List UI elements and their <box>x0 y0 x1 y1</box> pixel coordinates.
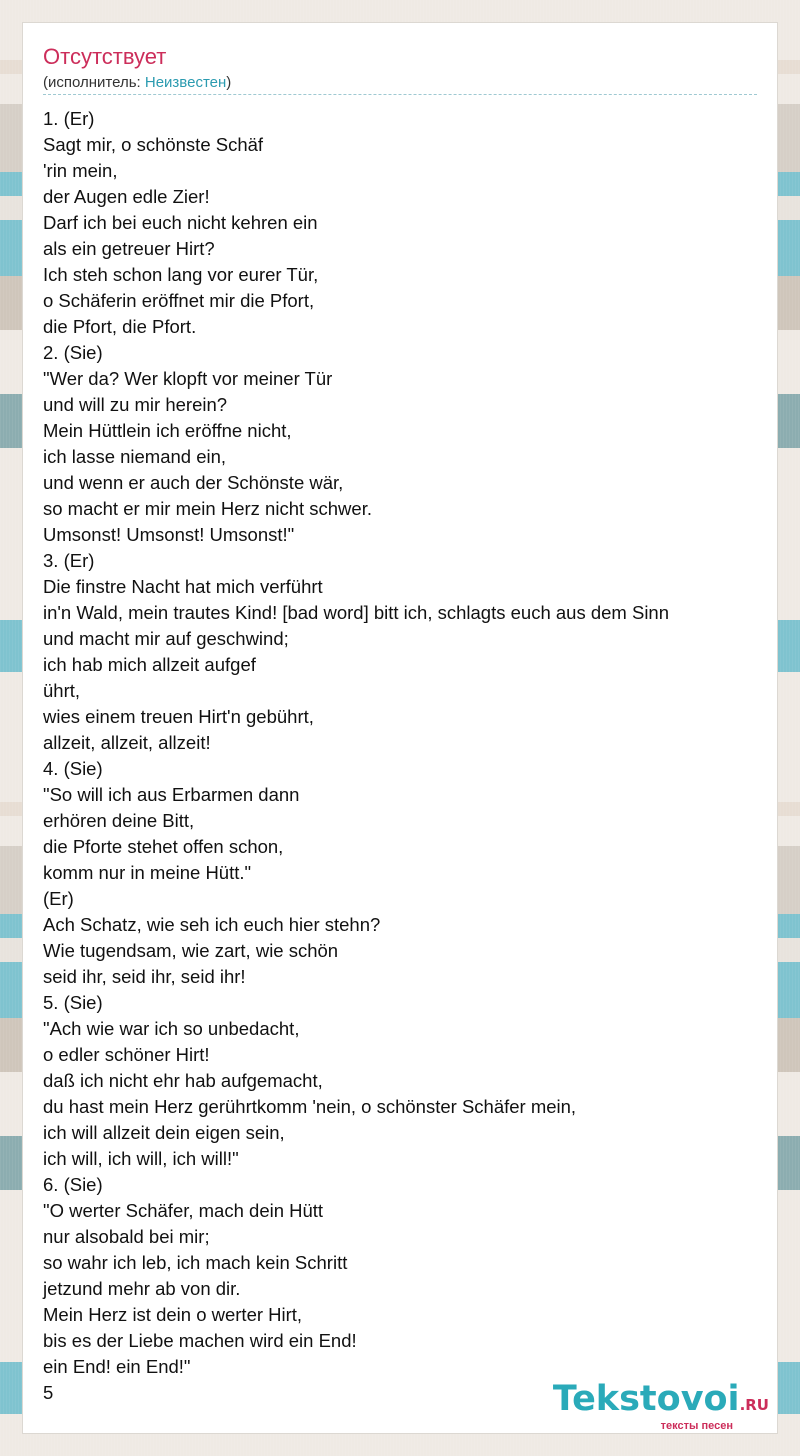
lyric-line: 3. (Er) <box>43 550 95 571</box>
divider <box>43 94 757 95</box>
lyric-line: die Pforte stehet offen schon, <box>43 836 284 857</box>
logo-tld: .RU <box>739 1396 769 1414</box>
song-title: Отсутствует <box>43 44 167 69</box>
lyric-line: "O werter Schäfer, mach dein Hütt <box>43 1200 324 1221</box>
lyric-line: 1. (Er) <box>43 108 95 129</box>
performer-suffix: ) <box>226 74 232 91</box>
logo-wordmark <box>553 1381 769 1423</box>
lyric-line: ich will allzeit dein eigen sein, <box>43 1122 285 1143</box>
lyric-line: wies einem treuen Hirt'n gebührt, <box>43 706 314 727</box>
site-logo[interactable] <box>553 1381 769 1433</box>
lyric-line: "Ach wie war ich so unbedacht, <box>43 1018 300 1039</box>
lyric-line: als ein getreuer Hirt? <box>43 238 215 259</box>
lyric-line: die Pfort, die Pfort. <box>43 316 197 337</box>
lyric-line: Wie tugendsam, wie zart, wie schön <box>43 940 339 961</box>
lyric-line: ührt, <box>43 680 81 701</box>
lyric-line: 5 <box>43 1382 54 1403</box>
lyric-line: der Augen edle Zier! <box>43 186 210 207</box>
performer-link[interactable]: Неизвестен <box>144 74 227 91</box>
logo-tagline: тексты песен <box>660 1420 733 1432</box>
performer-line <box>43 73 231 93</box>
logo-name: Tekstovoi <box>552 1379 740 1419</box>
lyric-line: "Wer da? Wer klopft vor meiner Tür <box>43 368 333 389</box>
lyric-line: 'rin mein, <box>43 160 118 181</box>
lyric-line: komm nur in meine Hütt." <box>43 862 252 883</box>
lyric-line: Die finstre Nacht hat mich verführt <box>43 576 323 597</box>
lyric-line: "So will ich aus Erbarmen dann <box>43 784 300 805</box>
lyric-line: jetzund mehr ab von dir. <box>43 1278 241 1299</box>
lyrics-text <box>43 106 763 1406</box>
lyric-line: seid ihr, seid ihr, seid ihr! <box>43 966 246 987</box>
lyric-line: nur alsobald bei mir; <box>43 1226 210 1247</box>
lyric-line: erhören deine Bitt, <box>43 810 195 831</box>
lyric-line: daß ich nicht ehr hab aufgemacht, <box>43 1070 323 1091</box>
lyric-line: du hast mein Herz gerührtkomm 'nein, o schönster Schäfer mein, <box>43 1096 577 1117</box>
lyric-line: 6. (Sie) <box>43 1174 103 1195</box>
lyric-line: o edler schöner Hirt! <box>43 1044 210 1065</box>
lyric-line: und macht mir auf geschwind; <box>43 628 289 649</box>
lyric-line: (Er) <box>43 888 74 909</box>
lyrics-card <box>22 22 778 1434</box>
lyric-line: so wahr ich leb, ich mach kein Schritt <box>43 1252 348 1273</box>
lyric-line: Sagt mir, o schönste Schäf <box>43 134 264 155</box>
lyric-line: Ich steh schon lang vor eurer Tür, <box>43 264 319 285</box>
lyric-line: Mein Herz ist dein o werter Hirt, <box>43 1304 303 1325</box>
lyric-line: Umsonst! Umsonst! Umsonst!" <box>43 524 295 545</box>
lyric-line: 4. (Sie) <box>43 758 103 779</box>
lyric-line: und wenn er auch der Schönste wär, <box>43 472 344 493</box>
lyric-line: ich hab mich allzeit aufgef <box>43 654 256 675</box>
lyric-line: in'n Wald, mein trautes Kind! [bad word] bitt ich, schlagts euch aus dem Sinn <box>43 602 670 623</box>
lyric-line: Darf ich bei euch nicht kehren ein <box>43 212 318 233</box>
lyric-line: Ach Schatz, wie seh ich euch hier stehn? <box>43 914 381 935</box>
lyric-line: ich lasse niemand ein, <box>43 446 227 467</box>
lyric-line: ein End! ein End!" <box>43 1356 191 1377</box>
lyric-line: allzeit, allzeit, allzeit! <box>43 732 211 753</box>
lyric-line: o Schäferin eröffnet mir die Pfort, <box>43 290 315 311</box>
lyric-line: so macht er mir mein Herz nicht schwer. <box>43 498 372 519</box>
lyric-line: und will zu mir herein? <box>43 394 228 415</box>
lyric-line: ich will, ich will, ich will!" <box>43 1148 239 1169</box>
lyric-line: bis es der Liebe machen wird ein End! <box>43 1330 357 1351</box>
lyric-line: Mein Hüttlein ich eröffne nicht, <box>43 420 292 441</box>
performer-prefix: (исполнитель: <box>43 74 145 91</box>
lyric-line: 2. (Sie) <box>43 342 103 363</box>
lyric-line: 5. (Sie) <box>43 992 103 1013</box>
